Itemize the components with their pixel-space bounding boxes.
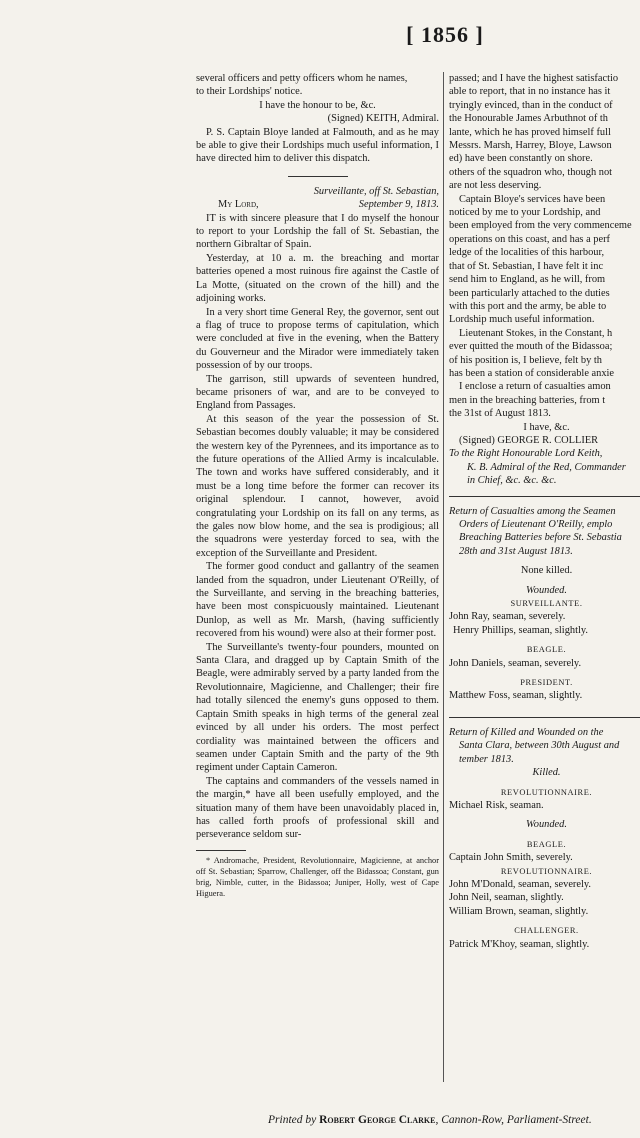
ship-heading: SURVEILLANTE. xyxy=(510,599,583,609)
casualty-entry: Captain John Smith, severely. xyxy=(449,852,573,864)
keith-signature: (Signed) KEITH, Admiral. xyxy=(327,113,439,125)
imprint-prefix: Printed by xyxy=(268,1114,320,1126)
left-column xyxy=(196,72,439,899)
cont-line: passed; and I have the highest satisfactio xyxy=(449,73,619,84)
letter-paragraph: The captains and commanders of the vessels named in the margin,* have all been usefully employed, and the situation many of them have been unavoidably placed in, has called forth proofs of professional skill and perseverance seldom sur- xyxy=(196,775,439,841)
ship-heading: REVOLUTIONNAIRE. xyxy=(500,866,593,876)
ship-heading: REVOLUTIONNAIRE. xyxy=(500,787,593,797)
cont-line: lante, which he has proved himself full xyxy=(449,126,611,138)
wounded-heading: Wounded. xyxy=(526,819,567,831)
address-line: in Chief, &c. &c. &c. xyxy=(467,475,557,487)
return1-title: Breaching Batteries before St. Sebastia xyxy=(459,532,622,544)
casualty-entry: Patrick M'Khoy, seaman, slightly. xyxy=(449,938,590,950)
killed-heading: Killed. xyxy=(532,767,561,779)
opening-line: several officers and petty officers whom he names, xyxy=(196,73,408,84)
right-column xyxy=(449,72,640,951)
collier-signature: (Signed) GEORGE R. COLLIER xyxy=(459,434,599,446)
casualty-entry: John Neil, seaman, slightly. xyxy=(449,892,564,904)
casualty-entry: John M'Donald, seaman, severely. xyxy=(449,878,592,890)
casualty-entry: William Brown, seaman, slightly. xyxy=(449,905,589,917)
para4-line: I enclose a return of casualties amon xyxy=(459,381,611,393)
return2-title: Return of Killed and Wounded on the xyxy=(449,726,604,738)
letter-paragraph: Yesterday, at 10 a. m. the breaching and mortar batteries opened a most ruinous fire against the Castle of La Motte, (situated on the crown of the hill) and the adjoining works. xyxy=(196,252,439,305)
letter-paragraph: The garrison, still upwards of seventeen hundred, became prisoners of war, and are to be conveyed to England from Passages. xyxy=(196,373,439,412)
casualty-entry: Henry Phillips, seaman, slightly. xyxy=(453,624,588,636)
cont-line: Messrs. Marsh, Harrey, Bloye, Lawson xyxy=(449,140,612,152)
cont-line: ed) have been constantly on shore. xyxy=(449,153,593,165)
salutation: My Lord, xyxy=(218,199,259,211)
casualty-entry: Matthew Foss, seaman, slightly. xyxy=(449,690,583,702)
page-number: [ 1856 ] xyxy=(406,22,484,47)
para2-line: been particularly attached to the duties xyxy=(449,287,610,299)
casualty-entry: John Daniels, seaman, severely. xyxy=(449,657,582,669)
ship-heading: CHALLENGER. xyxy=(514,926,579,936)
para2-line: that of St. Sebastian, I have felt it inc xyxy=(449,260,604,272)
letter-paragraph: The former good conduct and gallantry of the seamen landed from the squadron, under Lieutenant O'Reilly, of the Surveillante, and serving in the breaching batteries, have been most conspicuously maintained. Lieutenant Dunlop, as well as Mr. Marsh, (having sufficiently recovered from his wound) were also at their former post. xyxy=(196,561,439,640)
none-killed: None killed. xyxy=(520,565,573,577)
ship-heading: BEAGLE. xyxy=(526,839,567,849)
para3-line: of his position is, I believe, felt by th xyxy=(449,354,602,366)
address-line: K. B. Admiral of the Red, Commander xyxy=(467,461,626,473)
para3-line: ever quitted the mouth of the Bidassoa; xyxy=(449,341,613,353)
return1-title: 28th and 31st August 1813. xyxy=(459,545,573,557)
return-divider xyxy=(449,496,640,497)
cont-line: are not less deserving. xyxy=(449,180,542,192)
imprint-suffix: , Cannon-Row, Parliament-Street. xyxy=(435,1114,592,1126)
para4-line: men in the breaching batteries, from t xyxy=(449,394,606,406)
printer-name: Robert George Clarke xyxy=(319,1114,436,1126)
footnote-rule xyxy=(196,850,246,851)
cont-line: able to report, that in no instance has it xyxy=(449,86,611,98)
para2-line: ledge of the localities of this harbour, xyxy=(449,247,605,259)
honour-line: I have the honour to be, &c. xyxy=(259,99,376,111)
cont-line: tryingly evinced, than in the conduct of xyxy=(449,99,613,111)
ship-heading: BEAGLE. xyxy=(526,645,567,655)
return1-title: Return of Casualties among the Seamen xyxy=(449,505,616,517)
address-line: To the Right Honourable Lord Keith, xyxy=(449,448,603,460)
para3-line: has been a station of considerable anxie xyxy=(449,367,615,379)
para2-line: been employed from the very commenceme xyxy=(449,220,632,232)
dateline-date: September 9, 1813. xyxy=(358,199,439,211)
cont-line: others of the squadron who, though not xyxy=(449,166,613,178)
casualty-entry: John Ray, seaman, severely. xyxy=(449,611,566,623)
para2-line: send him to England, as he will, from xyxy=(449,274,606,286)
para4-line: the 31st of August 1813. xyxy=(449,408,551,420)
para2-line: noticed by me to your Lordship, and xyxy=(449,207,601,219)
letter-paragraph: The Surveillante's twenty-four pounders, mounted on Santa Clara, and dragged up by Captain Smith of the Beagle, were admirably served by a party landed from the Revolutionnaire, Magicienne, and Challenger; their fire had totally silenced the enemy's guns opposed to them. Captain Smith speaks in high terms of the general zeal evinced by all under his orders. The most perfect cordiality was maintained between the officers and seamen under Captain Smith and the party of the 9th regiment under Captain Cameron. xyxy=(196,641,439,774)
letter-paragraph: In a very short time General Rey, the governor, sent out a flag of truce to propose terms of capitulation, which were concluded at five in the evening, when the Battery du Gouverneur and the Mirador were immediately taken possession of by our troops. xyxy=(196,306,439,372)
letter-paragraph: At this season of the year the possession of St. Sebastian becomes doubly valuable; it may be considered the western key of the Pyrennees, and its importance as to the future operations of the Allied Army is incalculable. The town and works have suffered considerably, and it must be a long time before the former can recover its original splendour. I cannot, however, avoid congratulating your Lordship on its fall on any terms, as the gales now blow home, and the sea is prodigious; all the squadrons were yesterday forced to sea, with the exception of the Surveillante and President. xyxy=(196,413,439,559)
opening-line: to their Lordships' notice. xyxy=(196,86,303,98)
letter-paragraph: IT is with sincere pleasure that I do myself the honour to report to your Lordship the fall of St. Sebastian, the northern Gibraltar of Spain. xyxy=(196,212,439,251)
para2-line: Lordship much useful information. xyxy=(449,314,595,326)
ship-heading: PRESIDENT. xyxy=(520,678,573,688)
return2-title: Santa Clara, between 30th August and xyxy=(459,740,620,752)
wounded-heading: Wounded. xyxy=(526,584,567,596)
para3-line: Lieutenant Stokes, in the Constant, h xyxy=(459,327,613,339)
return1-title: Orders of Lieutenant O'Reilly, emplo xyxy=(459,519,613,530)
para2-line: Captain Bloye's services have been xyxy=(459,193,606,205)
para2-line: with this port and the army, be able to xyxy=(449,300,607,312)
para2-line: operations on this coast, and has a perf xyxy=(449,233,611,245)
section-divider xyxy=(288,176,348,177)
closing: I have, &c. xyxy=(523,421,570,433)
printer-imprint xyxy=(268,1114,640,1126)
dateline-place: Surveillante, off St. Sebastian, xyxy=(313,185,439,197)
cont-line: the Honourable James Arbuthnot of th xyxy=(449,113,609,125)
return2-title: tember 1813. xyxy=(459,753,514,765)
casualty-entry: Michael Risk, seaman. xyxy=(449,799,544,811)
column-rule xyxy=(443,72,444,1082)
return-divider xyxy=(449,717,640,718)
postscript: P. S. Captain Bloye landed at Falmouth, and as he may be able to give their Lordships much useful information, I have directed him to deliver this dispatch. xyxy=(196,126,439,165)
footnote: * Andromache, President, Revolutionnaire, Magicienne, at anchor off St. Sebastian; Sparrow, Challenger, off the Bidassoa; Constant, gun brig, Nimble, cutter, in the Bidassoa; Juniper, Holly, west of Cape Higuera. xyxy=(196,855,439,898)
